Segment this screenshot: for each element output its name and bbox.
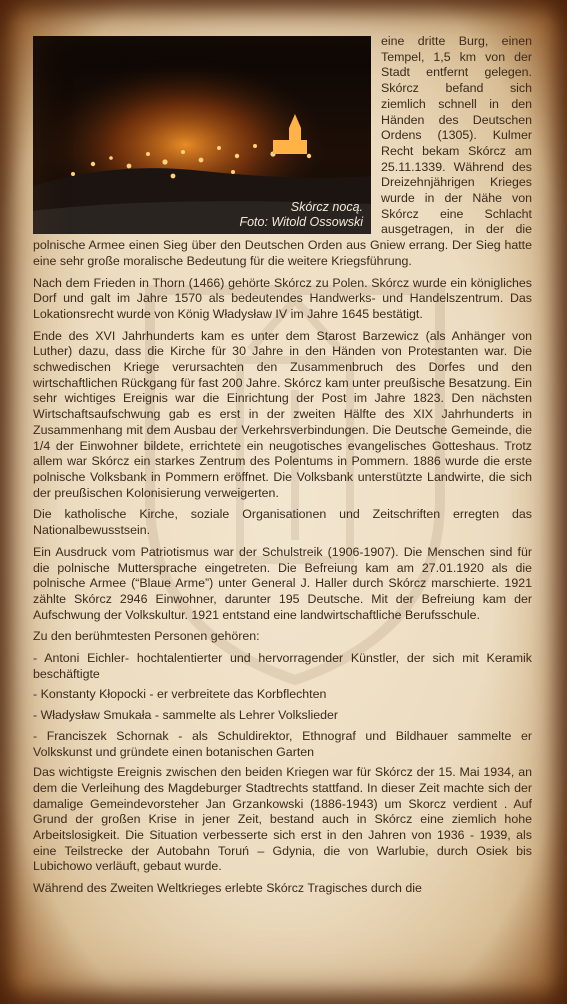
paragraph-8: Während des Zweiten Weltkrieges erlebte Skórcz Tragisches durch die xyxy=(33,881,422,896)
paragraph-6: Zu den berühmtesten Personen gehören: xyxy=(33,629,260,644)
article-body xyxy=(33,36,532,903)
caption-title: Skórcz nocą. xyxy=(290,200,363,214)
paragraph-2: Nach dem Frieden in Thorn (1466) gehörte Skórcz zu Polen. Skórcz wurde ein königliches Dorf und galt im Jahre 1570 als bedeutendes Handwerks- und Handelszentrum. Das Lokationsrecht wurde von König Władysław IV im Jahre 1645 bestätigt. xyxy=(33,275,532,321)
paragraph-1: eine dritte Burg, einen Tempel, 1,5 km von der Stadt entfernt gelegen. Skórcz befand sich ziemlich schnell in den Händen des Deutschen Ordens (1305). Kulmer Recht bekam Skórcz am 25.11.1339. Während des Dreizehnjährigen Krieges wurde in der Nähe von Skórcz eine Schlacht ausgetragen, in der die polnische Armee einen Sieg über den Deutschen Orden aus Gniew errang. Der Sieg hatte eine sehr große moralische Bedeutung für die weitere Kriegsführung. xyxy=(33,34,532,268)
paragraph-5: Ein Ausdruck vom Patriotismus war der Schulstreik (1906-1907). Die Menschen sind für die polnische Muttersprache eingetreten. Die Befreiung kam am 27.01.1920 als die polnische Armee (“Blaue Arme”) unter General J. Haller durch Skórcz marschierte. 1921 zählte Skórcz 2946 Einwohner, darunter 195 Deutsche. Mit der Befreiung kam der Aufschwung der Volkskultur. 1921 entstand eine landwirtschaftliche Berufsschule. xyxy=(33,544,532,622)
caption-credit: Foto: Witold Ossowski xyxy=(239,215,363,229)
paragraph-4: Die katholische Kirche, soziale Organisationen und Zeitschriften erregten das Nationalbewusstsein. xyxy=(33,507,532,538)
night-photo xyxy=(33,36,371,234)
person-item: - Konstanty Kłopocki - er verbreitete das Korbflechten xyxy=(33,687,327,702)
paragraph-3: Ende des XVI Jahrhunderts kam es unter dem Starost Barzewicz (als Anhänger von Luther) dazu, dass die Kirche für 30 Jahre in den Händen von Protestanten war. Die schwedischen Kriege verursachten den Zusammenbruch des Dorfes und den wirtschaftlichen Rückgang für fast 200 Jahre. Skórcz kam unter preußische Besatzung. Ein sehr wichtiges Ereignis war die Einrichtung der Post im Jahre 1823. Den nächsten Wirtschaftsaufschwung gab es erst in der zweiten Hälfte des XIX Jahrhunderts in Zusammenhang mit dem Ausbau der Verkehrsverbindungen. Die Deutsche Gemeinde, die 1/4 der Einwohner bildete, errichtete ein neugotisches evangelisches Gotteshaus. Trotz allem war Skórcz ein starkes Zentrum des Polentums in Pommern. 1886 wurde die erste polnische Volksbank in Pommern eröffnet. Die Volksbank unterstützte Landwirte, die sich der preußischen Kolonisierung verweigerten. xyxy=(33,328,532,500)
photo-caption xyxy=(239,200,363,230)
person-item: - Antoni Eichler- hochtalentierter und hervorragender Künstler, der sich mit Keramik beschäftigte xyxy=(33,651,532,681)
paragraph-7: Das wichtigste Ereignis zwischen den beiden Kriegen war für Skórcz der 15. Mai 1934, an dem die Verleihung des Magdeburger Stadtrechts stattfand. In dieser Zeit machte sich der damalige Gemeindevorsteher Jan Grzankowski (1886-1943) um Skorcz verdient . Auf Grund der großen Krise in jener Zeit, bestand auch in Skórcz eine ziemlich hohe Arbeitslosigkeit. Die Situation verbesserte sich erst in den Jahren von 1936 - 1939, als eine Teilstrecke der Autobahn Toruń – Gdynia, die von Warlubie, durch Osiek bis Lubichowo verläuft, gebaut wurde. xyxy=(33,765,532,874)
person-item: - Władysław Smukała - sammelte als Lehrer Volkslieder xyxy=(33,708,339,723)
person-item: - Franciszek Schornak - als Schuldirektor, Ethnograf und Bildhauer sammelte er Volkskunst und gründete einen botanischen Garten xyxy=(33,728,532,759)
